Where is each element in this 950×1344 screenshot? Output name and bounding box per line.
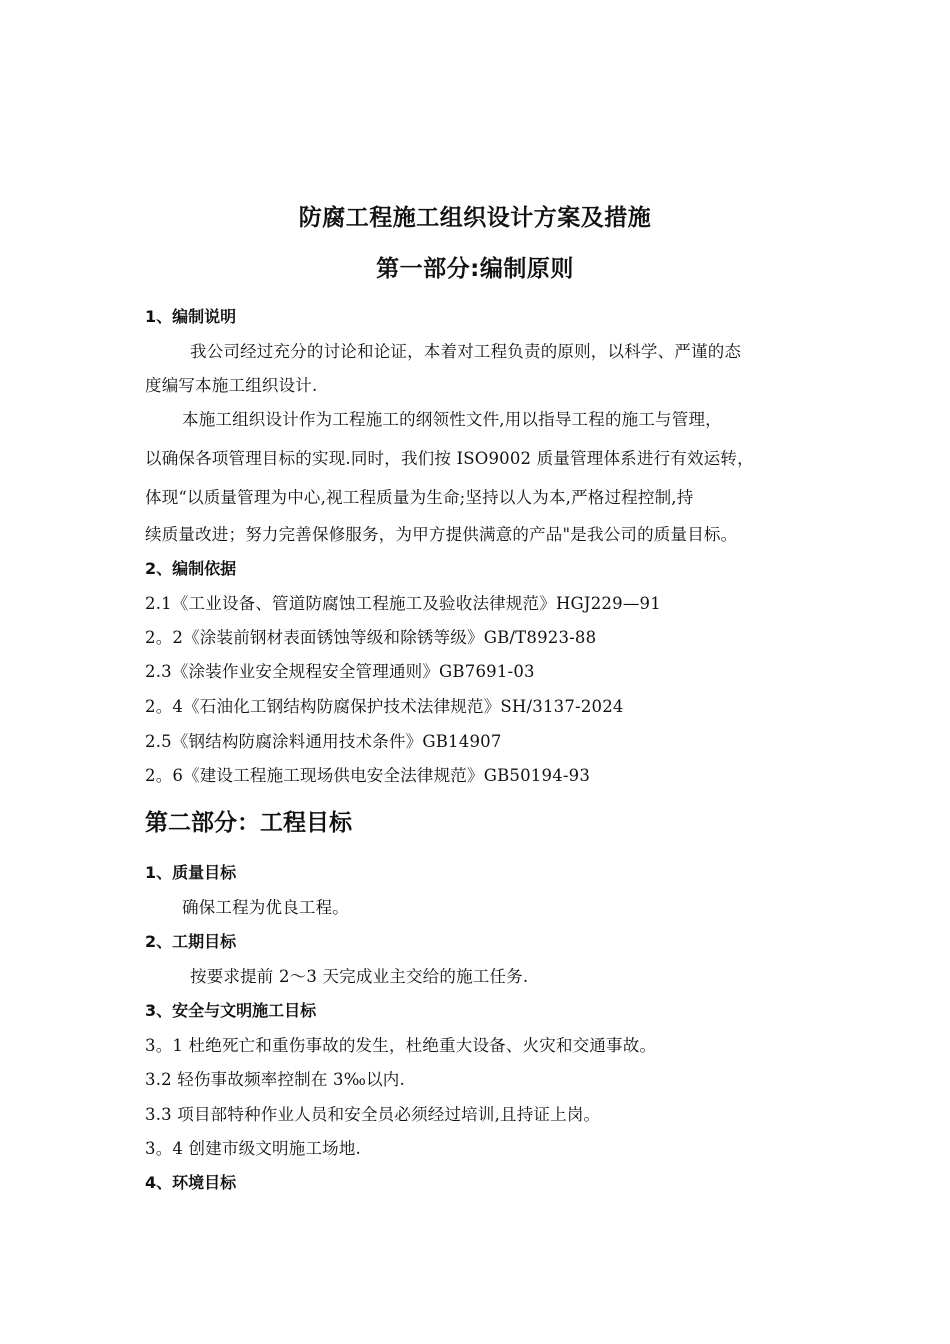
basis-list-item: 2。2《涂装前钢材表面锈蚀等级和除锈等级》GB/T8923-88: [145, 628, 597, 647]
part1-heading: 第一部分:编制原则: [376, 256, 574, 282]
document-title: 防腐工程施工组织设计方案及措施: [298, 205, 652, 231]
paragraph-line: 我公司经过充分的讨论和论证，本着对工程负责的原则，以科学、严谨的态: [190, 342, 742, 361]
paragraph-line: 本施工组织设计作为工程施工的纲领性文件,用以指导工程的施工与管理，: [182, 410, 722, 429]
paragraph-line: 续质量改进；努力完善保修服务，为甲方提供满意的产品"是我公司的质量目标。: [145, 525, 738, 544]
part2-heading: 第二部分：工程目标: [145, 810, 352, 836]
basis-list-item: 2。4《石油化工钢结构防腐保护技术法律规范》SH/3137-2024: [145, 697, 624, 716]
section-heading-environment-goal: 4、环境目标: [145, 1173, 237, 1192]
safety-list-item: 3。1 杜绝死亡和重伤事故的发生，杜绝重大设备、火灾和交通事故。: [145, 1036, 657, 1055]
safety-list-item: 3.3 项目部特种作业人员和安全员必须经过培训,且持证上岗。: [145, 1105, 601, 1124]
paragraph-line: 度编写本施工组织设计.: [145, 376, 318, 395]
section-heading-quality-goal: 1、质量目标: [145, 863, 237, 882]
section-heading-compilation-notes: 1、编制说明: [145, 307, 237, 326]
section-heading-schedule-goal: 2、工期目标: [145, 932, 237, 951]
basis-list-item: 2.1《工业设备、管道防腐蚀工程施工及验收法律规范》HGJ229—91: [145, 594, 661, 613]
paragraph-line: 体现“以质量管理为中心,视工程质量为生命;坚持以人为本,严格过程控制,持: [145, 488, 694, 507]
paragraph-line: 确保工程为优良工程。: [182, 898, 349, 917]
section-heading-compilation-basis: 2、编制依据: [145, 559, 237, 578]
paragraph-line: 以确保各项管理目标的实现.同时，我们按 ISO9002 质量管理体系进行有效运转，: [145, 449, 754, 468]
basis-list-item: 2.3《涂装作业安全规程安全管理通则》GB7691-03: [145, 662, 535, 681]
basis-list-item: 2。6《建设工程施工现场供电安全法律规范》GB50194-93: [145, 766, 591, 785]
section-heading-safety-goal: 3、安全与文明施工目标: [145, 1001, 317, 1020]
safety-list-item: 3.2 轻伤事故频率控制在 3‰以内.: [145, 1070, 405, 1089]
paragraph-line: 按要求提前 2～3 天完成业主交给的施工任务.: [190, 967, 529, 986]
safety-list-item: 3。4 创建市级文明施工场地.: [145, 1139, 361, 1158]
basis-list-item: 2.5《钢结构防腐涂料通用技术条件》GB14907: [145, 732, 502, 751]
